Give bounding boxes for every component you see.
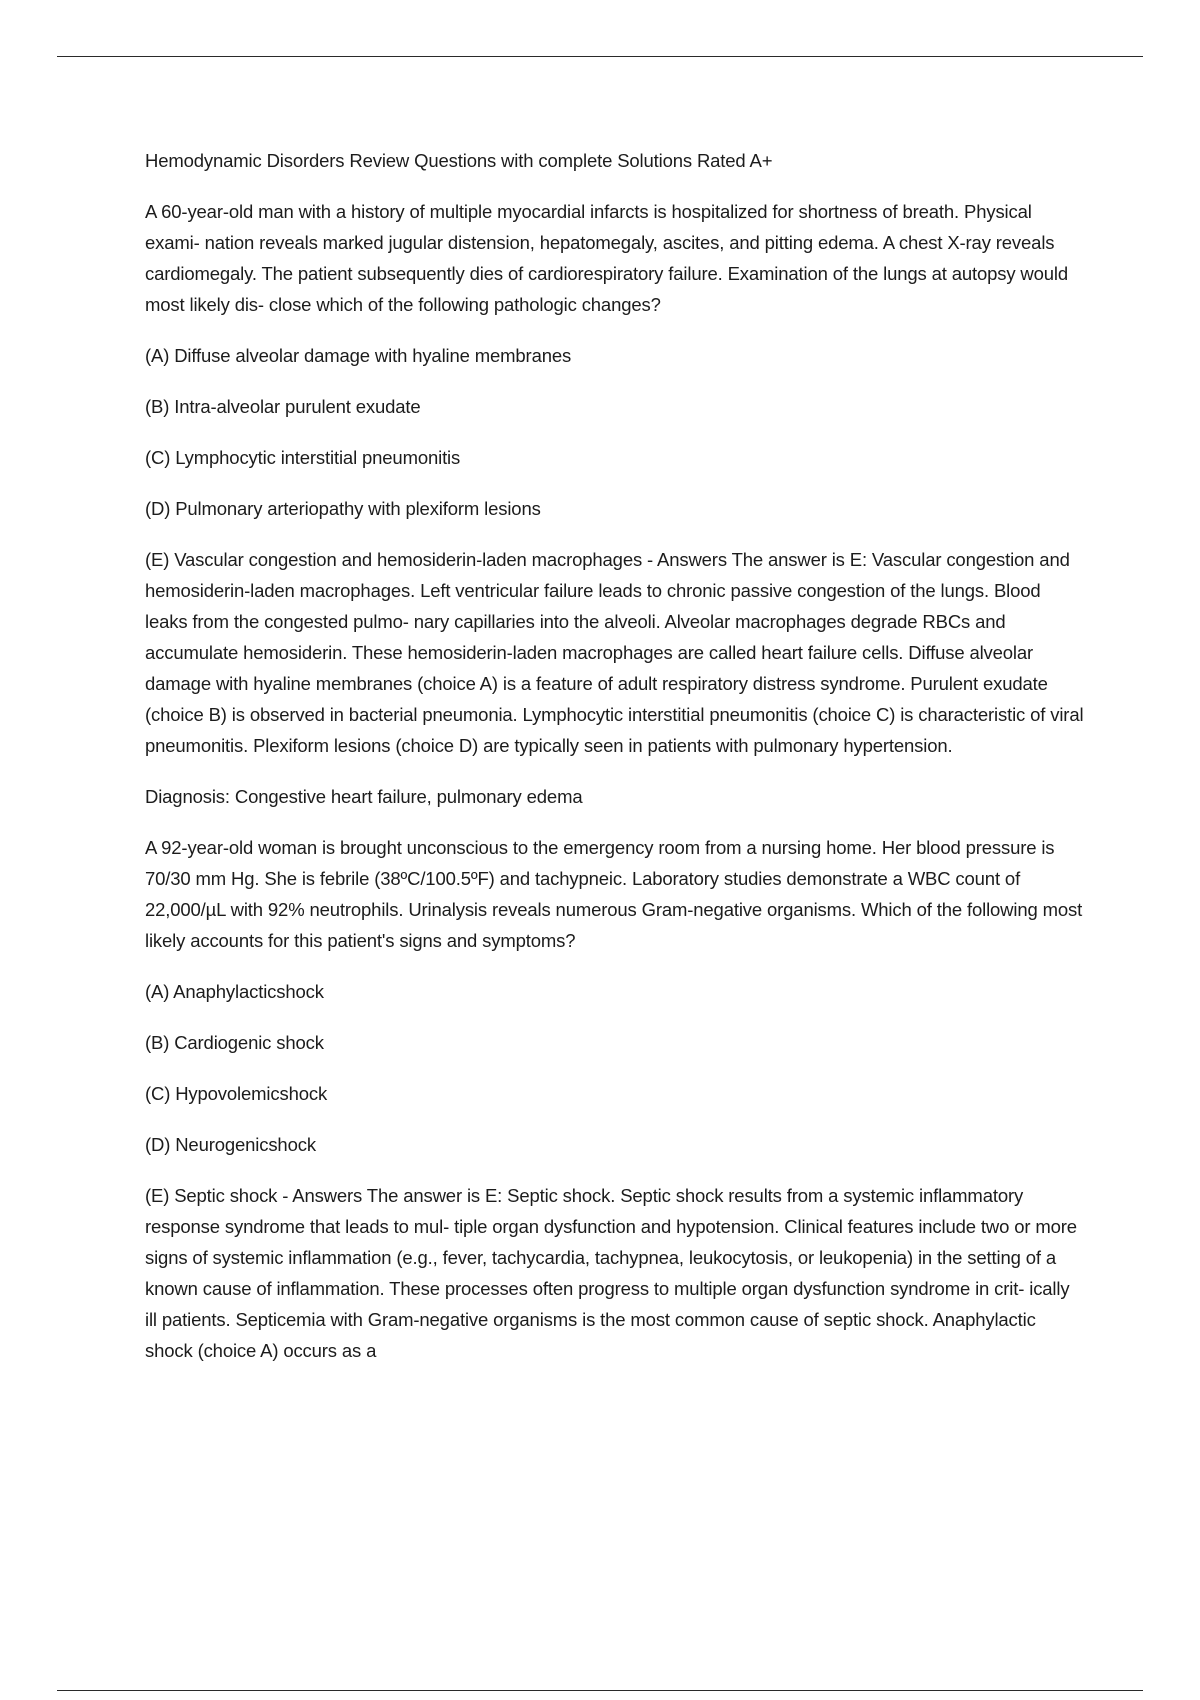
question-1-option-a: (A) Diffuse alveolar damage with hyaline membranes [145,345,572,366]
question-2-stem: A 92-year-old woman is brought unconscious to the emergency room from a nursing home. Her blood pressure is 70/30 mm Hg. She is febrile (38ºC/100.5ºF) and tachypneic. Laboratory studies demonstrate a WBC count of 22,000/µL with 92% neutrophils. Urinalysis reveals numerous Gram-negative organisms. Which of the following most likely accounts for this patient's signs and symptoms? [145,837,1083,951]
question-1-stem: A 60-year-old man with a history of multiple myocardial infarcts is hospitalized for shortness of breath. Physical exami- nation reveals marked jugular distension, hepatomegaly, ascites, and pitting edema. A chest X-ray reveals cardiomegaly. The patient subsequently dies of cardiorespiratory failure. Examination of the lungs at autopsy would most likely dis- close which of the following pathologic changes? [145,201,1069,315]
bottom-rule [57,1690,1143,1691]
question-2-option-e-answer: (E) Septic shock - Answers The answer is E: Septic shock. Septic shock results from a systemic inflammatory response syndrome that leads to mul- tiple organ dysfunction and hypotension. Clinical features include two or more signs of systemic inflammation (e.g., fever, tachycardia, tachypnea, leukocytosis, or leukopenia) in the setting of a known cause of inflammation. These processes often progress to multiple organ dysfunction syndrome in crit- ically ill patients. Septicemia with Gram-negative organisms is the most common cause of septic shock. Anaphylactic shock (choice A) occurs as a [145,1185,1077,1361]
document-title: Hemodynamic Disorders Review Questions with complete Solutions Rated A+ [145,150,773,171]
question-2-option-b: (B) Cardiogenic shock [145,1032,324,1053]
question-2-option-a: (A) Anaphylacticshock [145,981,324,1002]
question-1-option-b: (B) Intra-alveolar purulent exudate [145,396,421,417]
document-body [145,145,1085,1386]
question-1-option-c: (C) Lymphocytic interstitial pneumonitis [145,447,461,468]
top-rule [57,56,1143,57]
question-2-option-d: (D) Neurogenicshock [145,1134,316,1155]
question-2-option-c: (C) Hypovolemicshock [145,1083,328,1104]
question-1-option-e-answer: (E) Vascular congestion and hemosiderin-laden macrophages - Answers The answer is E: Vascular congestion and hemosiderin-laden macrophages. Left ventricular failure leads to chronic passive congestion of the lungs. Blood leaks from the congested pulmo- nary capillaries into the alveoli. Alveolar macrophages degrade RBCs and accumulate hemosiderin. These hemosiderin-laden macrophages are called heart failure cells. Diffuse alveolar damage with hyaline membranes (choice A) is a feature of adult respiratory distress syndrome. Purulent exudate (choice B) is observed in bacterial pneumonia. Lymphocytic interstitial pneumonitis (choice C) is characteristic of viral pneumonitis. Plexiform lesions (choice D) are typically seen in patients with pulmonary hypertension. [145,549,1084,756]
question-1-diagnosis: Diagnosis: Congestive heart failure, pulmonary edema [145,786,583,807]
question-1-option-d: (D) Pulmonary arteriopathy with plexiform lesions [145,498,541,519]
